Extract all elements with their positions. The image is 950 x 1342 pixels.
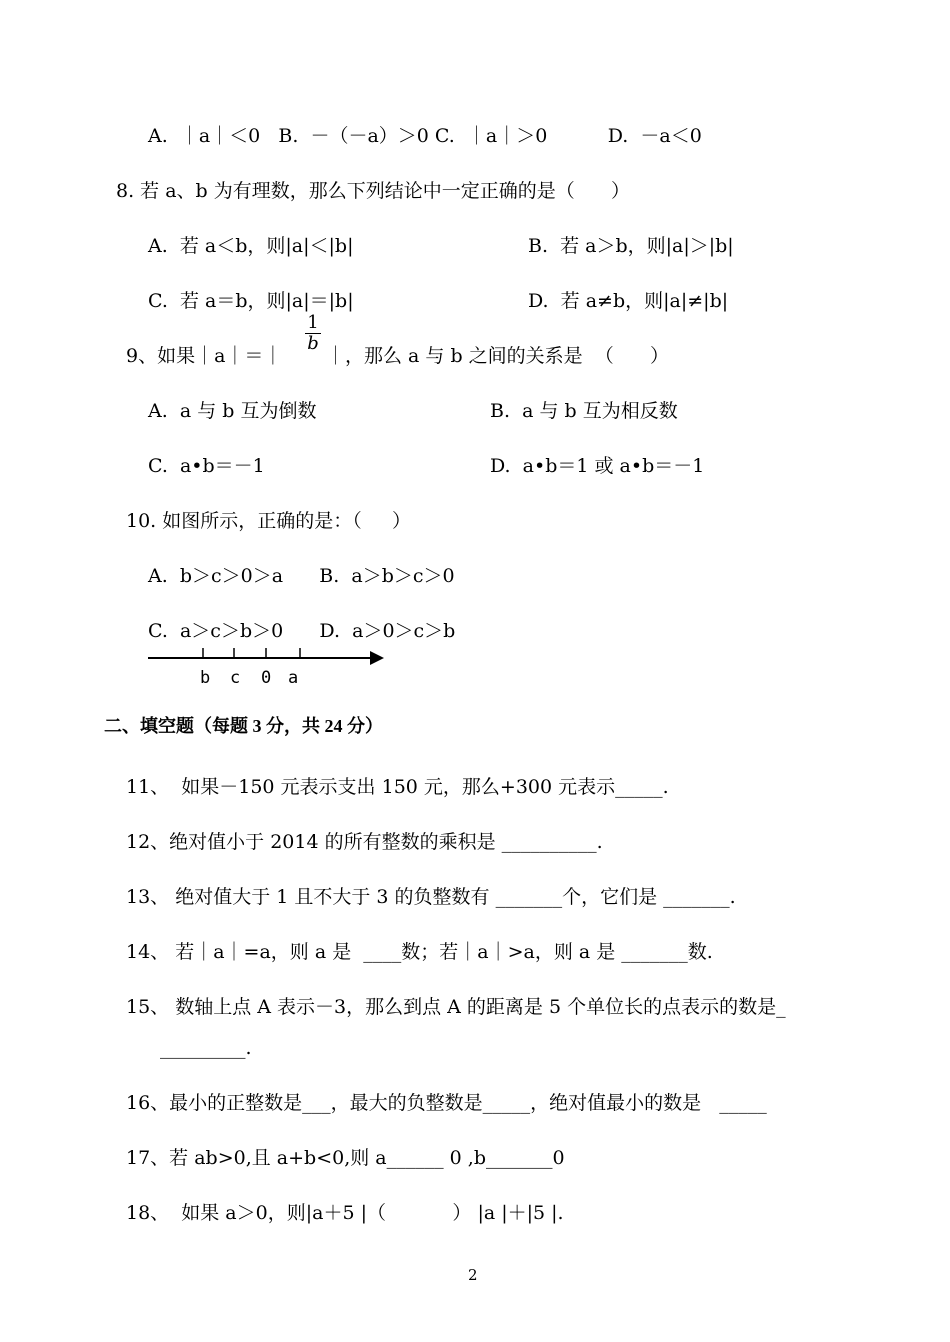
q7-options: A. ｜a｜＜0 B. －（－a）＞0 C. ｜a｜＞0 D. －a＜0 bbox=[148, 125, 702, 147]
q8-option-b: B. 若 a＞b，则|a|＞|b| bbox=[528, 235, 734, 257]
q8-option-a: A. 若 a＜b，则|a|＜|b| bbox=[148, 235, 354, 257]
q13: 13、 绝对值大于 1 且不大于 3 的负整数有 _______个，它们是 _______. bbox=[126, 886, 736, 908]
number-line-label-0: 0 bbox=[261, 668, 272, 688]
section-2-heading: 二、填空题（每题 3 分，共 24 分） bbox=[104, 716, 383, 736]
q16: 16、最小的正整数是___，最大的负整数是_____，绝对值最小的数是 _____ bbox=[126, 1092, 767, 1114]
number-line-figure bbox=[140, 640, 390, 670]
q8-option-c: C. 若 a＝b，则|a|＝|b| bbox=[148, 290, 354, 312]
q9-fraction bbox=[305, 313, 321, 354]
q12: 12、绝对值小于 2014 的所有整数的乘积是 __________. bbox=[126, 831, 603, 853]
q10-stem: 10. 如图所示，正确的是：（ ） bbox=[126, 510, 411, 532]
q14: 14、 若｜a｜=a，则 a 是 ____数；若｜a｜>a，则 a 是 _______数. bbox=[126, 941, 713, 963]
q9-option-c: C. a•b＝－1 bbox=[148, 455, 265, 477]
q9-option-d: D. a•b＝1 或 a•b＝－1 bbox=[490, 455, 705, 477]
q17: 17、若 ab>0,且 a+b<0,则 a______ 0 ,b_______0 bbox=[126, 1147, 565, 1169]
q9-option-a: A. a 与 b 互为倒数 bbox=[148, 400, 317, 422]
q9-option-b: B. a 与 b 互为相反数 bbox=[490, 400, 678, 422]
fraction-numerator: 1 bbox=[305, 313, 321, 334]
number-line-label-b: b bbox=[200, 668, 211, 688]
q15: 15、 数轴上点 A 表示－3，那么到点 A 的距离是 5 个单位长的点表示的数是_ bbox=[126, 996, 786, 1018]
page-number: 2 bbox=[468, 1266, 478, 1284]
q18: 18、 如果 a＞0，则|a＋5 |（ ） |a |＋|5 |. bbox=[126, 1202, 564, 1224]
number-line-label-c: c bbox=[230, 668, 241, 688]
q8-option-d: D. 若 a≠b，则|a|≠|b| bbox=[528, 290, 729, 312]
q10-options-cd: C. a＞c＞b＞0 D. a＞0＞c＞b bbox=[148, 620, 456, 642]
q11: 11、 如果－150 元表示支出 150 元，那么+300 元表示_____. bbox=[126, 776, 669, 798]
q8-stem: 8. 若 a、b 为有理数，那么下列结论中一定正确的是（ ） bbox=[116, 180, 630, 202]
q9-stem-right: ｜，那么 a 与 b 之间的关系是 （ ） bbox=[326, 345, 669, 367]
number-line-label-a: a bbox=[288, 668, 299, 688]
q10-options-ab: A. b＞c＞0＞a B. a＞b＞c＞0 bbox=[148, 565, 455, 587]
q9-stem-left: 9、如果｜a｜＝｜ bbox=[126, 345, 283, 367]
q15-continuation: _________. bbox=[160, 1037, 252, 1059]
fraction-denominator: b bbox=[307, 333, 319, 354]
